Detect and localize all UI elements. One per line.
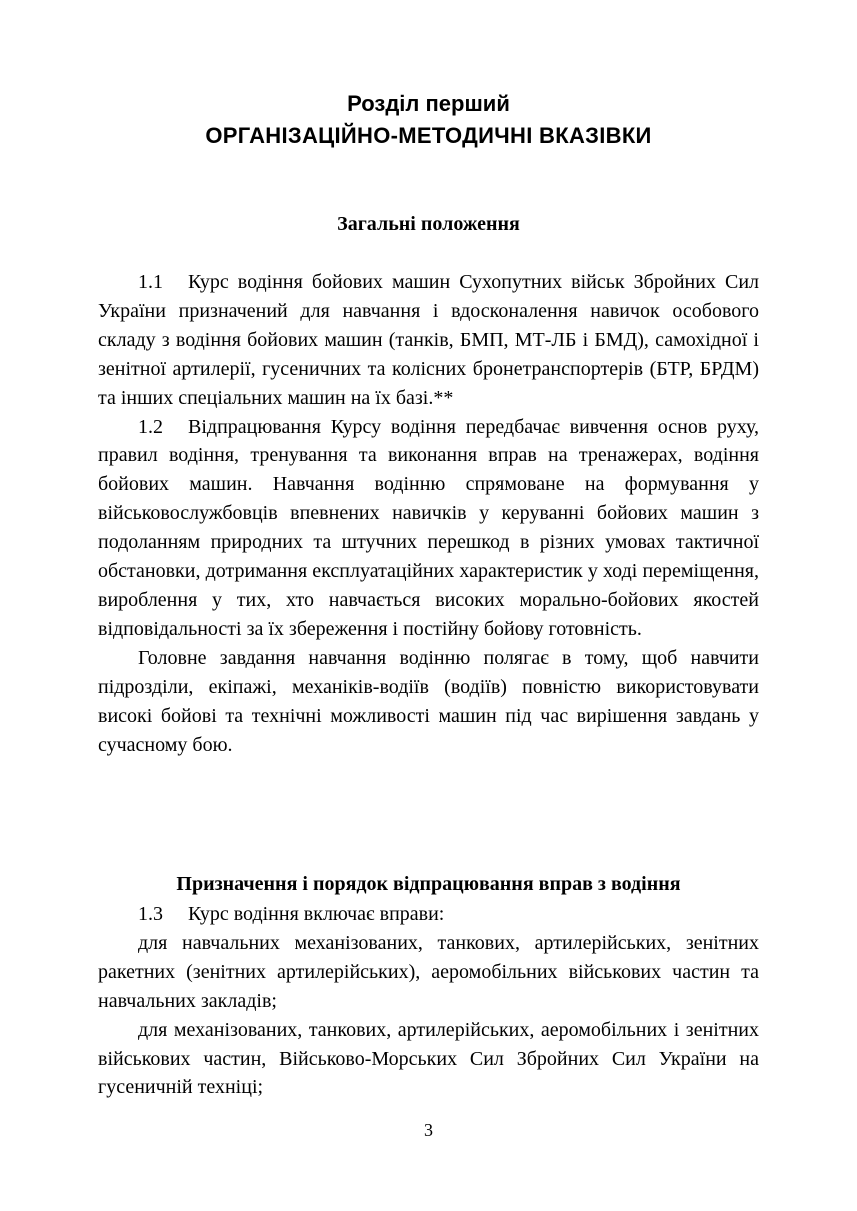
page-number: 3 (424, 1120, 433, 1140)
list-item-training-units (98, 929, 759, 1016)
paragraph-1-1 (98, 268, 759, 413)
paragraph-text: Відпрацювання Курсу водіння передбачає вивчення основ руху, правил водіння, тренування та виконання вправ на тренажерах, водіння бойових машин. Навчання водінню спрямоване на формування у військовослужбовців впевнених навичків у керуванні бойових машин з подоланням природних та штучних перешкод в різних умовах тактичної обстановки, дотримання експлуатаційних характеристик у ході переміщення, вироблення у тих, хто навчається високих морально-бойових якостей відповідальності за їх збереження і постійну бойову готовність. (98, 415, 759, 640)
paragraph-text: Курс водіння включає вправи: (188, 903, 445, 925)
paragraph-text: Головне завдання навчання водінню полягає в тому, щоб навчити підрозділи, екіпажі, механіків-водіїв (водіїв) повністю використовувати високі бойові та технічні можливості машин під час вирішення завдань у сучасному бою. (98, 646, 759, 756)
list-item-combat-units (98, 1016, 759, 1103)
chapter-label: Розділ перший (347, 91, 510, 116)
paragraph-main-task (98, 644, 759, 760)
chapter-title: ОРГАНІЗАЦІЙНО-МЕТОДИЧНІ ВКАЗІВКИ (205, 123, 652, 148)
paragraph-text: для навчальних механізованих, танкових, артилерійських, зенітних ракетних (зенітних артилерійських), аеромобільних військових частин та навчальних закладів; (98, 931, 759, 1012)
paragraph-number: 1.1 (138, 271, 163, 293)
paragraph-1-3 (98, 900, 759, 929)
section-body-general (98, 268, 759, 759)
paragraph-1-2 (98, 413, 759, 644)
paragraph-text: Курс водіння бойових машин Сухопутних військ Збройних Сил України призначений для навчання і вдосконалення навичок особового складу з водіння бойових машин (танків, БМП, МТ-ЛБ і БМД), самохідної і зенітної артилерії, гусеничних та колісних бронетранспортерів (БТР, БРДМ) та інших спеціальних машин на їх базі.** (98, 271, 759, 409)
paragraph-number: 1.2 (138, 415, 163, 438)
section-body-exercises (98, 900, 759, 1102)
section-heading-general: Загальні положення (337, 213, 520, 235)
paragraph-text: для механізованих, танкових, артилерійських, аеромобільних і зенітних військових частин, Військово-Морських Сил Збройних Сил України на гусеничній техніці; (98, 1018, 759, 1099)
section-heading-exercises: Призначення і порядок відпрацювання вправ з водіння (176, 873, 681, 895)
paragraph-number: 1.3 (138, 903, 163, 925)
